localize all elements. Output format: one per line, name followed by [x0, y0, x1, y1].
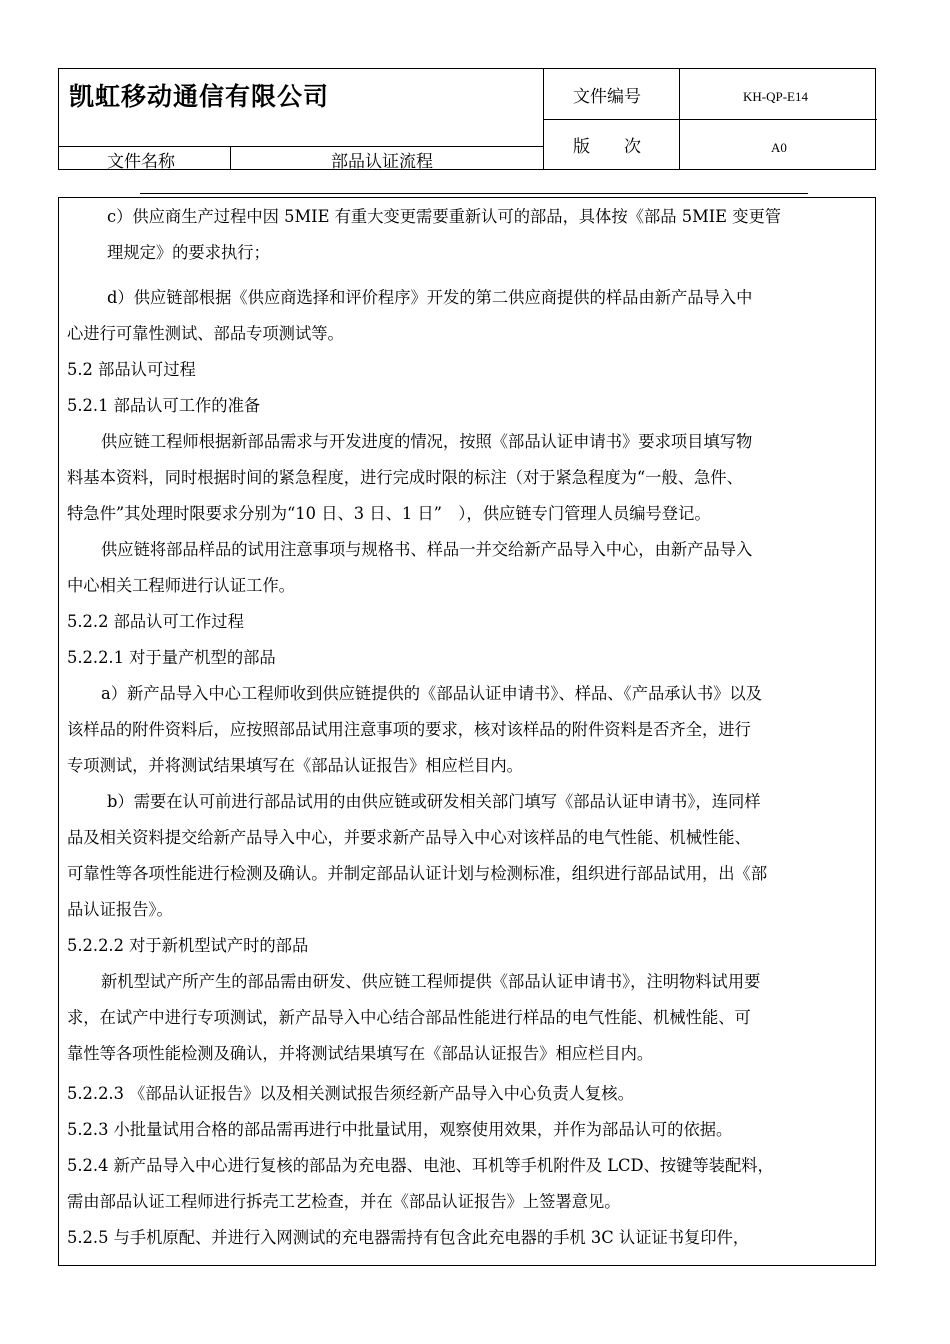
header-divider	[543, 119, 877, 120]
text-line: 理规定》的要求执行；	[107, 243, 270, 262]
separator-rule	[140, 193, 808, 194]
doc-number-label: 文件编号	[573, 87, 641, 107]
document-name-value: 部品认证流程	[331, 152, 433, 172]
text-line: 求，在试产中进行专项测试，新产品导入中心结合部品性能进行样品的电气性能、机械性能、可	[67, 1008, 751, 1027]
document-header-table	[58, 68, 876, 170]
text-line: d）供应链部根据《供应商选择和评价程序》开发的第二供应商提供的样品由新产品导入中	[107, 288, 753, 307]
text-line: 专项测试，并将测试结果填写在《部品认证报告》相应栏目内。	[67, 756, 523, 775]
text-line: 新机型试产所产生的部品需由研发、供应链工程师提供《部品认证申请书》，注明物料试用要	[101, 972, 761, 991]
section-heading: 5.2.2.2 对于新机型试产时的部品	[67, 936, 309, 955]
section-heading: 5.2.2.3 《部品认证报告》以及相关测试报告须经新产品导入中心负责人复核。	[67, 1084, 634, 1103]
text-line: a）新产品导入中心工程师收到供应链提供的《部品认证申请书》、样品、《产品承认书》以及	[101, 684, 762, 703]
section-heading: 5.2 部品认可过程	[67, 360, 196, 379]
section-heading: 5.2.4 新产品导入中心进行复核的部品为充电器、电池、耳机等手机附件及 LCD、按键等装配料，	[67, 1156, 774, 1175]
document-name-label: 文件名称	[107, 152, 175, 172]
section-heading: 5.2.3 小批量试用合格的部品需再进行中批量试用，观察使用效果，并作为部品认可的依据。	[67, 1120, 733, 1139]
text-line: 供应链将部品样品的试用注意事项与规格书、样品一并交给新产品导入中心，由新产品导入	[101, 540, 753, 559]
section-heading: 5.2.1 部品认可工作的准备	[67, 396, 261, 415]
text-line: 品认证报告》。	[67, 900, 173, 919]
text-line: 该样品的附件资料后，应按照部品试用注意事项的要求，核对该样品的附件资料是否齐全，进行	[67, 720, 751, 739]
section-heading: 5.2.5 与手机原配、并进行入网测试的充电器需持有包含此充电器的手机 3C 认证证书复印件，	[67, 1228, 750, 1247]
section-heading: 5.2.2 部品认可工作过程	[67, 612, 244, 631]
doc-number-value: KH-QP-E14	[743, 89, 808, 104]
text-line: 可靠性等各项性能进行检测及确认。并制定部品认证计划与检测标准，组织进行部品试用，出《部	[67, 864, 768, 883]
text-line: c）供应商生产过程中因 5MIE 有重大变更需要重新认可的部品，具体按《部品 5MIE 变更管	[107, 207, 782, 226]
section-heading: 5.2.2.1 对于量产机型的部品	[67, 648, 276, 667]
text-line: 料基本资料，同时根据时间的紧急程度，进行完成时限的标注（对于紧急程度为“一般、急件、	[67, 468, 743, 487]
text-line: b）需要在认可前进行部品试用的由供应链或研发相关部门填写《部品认证申请书》，连同样	[107, 792, 761, 811]
text-line: 靠性等各项性能检测及确认，并将测试结果填写在《部品认证报告》相应栏目内。	[67, 1044, 654, 1063]
text-line: 需由部品认证工程师进行拆壳工艺检查，并在《部品认证报告》上签署意见。	[67, 1192, 621, 1211]
text-line: 特急件”其处理时限要求分别为“10 日、3 日、1 日” ），供应链专门管理人员编号登记。	[67, 504, 711, 523]
company-name: 凯虹移动通信有限公司	[69, 82, 330, 111]
version-value: A0	[771, 140, 787, 155]
document-body	[58, 197, 876, 1266]
text-line: 品及相关资料提交给新产品导入中心，并要求新产品导入中心对该样品的电气性能、机械性能、	[67, 828, 751, 847]
text-line: 中心相关工程师进行认证工作。	[67, 576, 295, 595]
header-divider	[230, 146, 231, 169]
text-line: 心进行可靠性测试、部品专项测试等。	[67, 324, 344, 343]
text-line: 供应链工程师根据新部品需求与开发进度的情况，按照《部品认证申请书》要求项目填写物	[101, 432, 753, 451]
version-label: 版 次	[573, 137, 641, 157]
